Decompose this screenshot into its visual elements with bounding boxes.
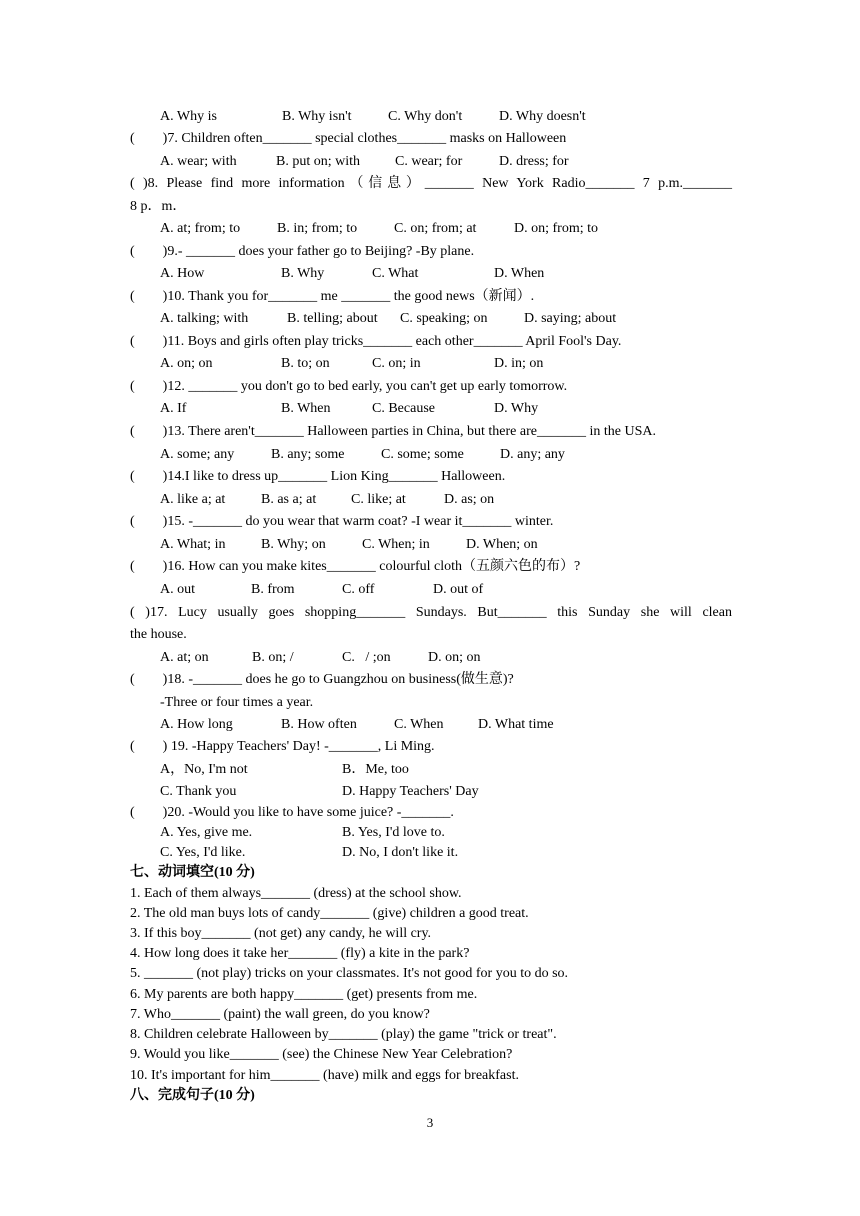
text-line: 7. Who_______ (paint) the wall green, do you know?	[130, 1007, 430, 1022]
text-line: ( )13. There aren't_______ Halloween parties in China, but there are_______ in the USA.	[130, 424, 656, 439]
text-line: A. What; in	[160, 537, 226, 552]
text-line: B. When	[281, 401, 331, 416]
text-line: B. as a; at	[261, 492, 317, 507]
text-line: A. How	[160, 266, 205, 281]
text-line: ( )15. -_______ do you wear that warm coat? -I wear it_______ winter.	[130, 514, 554, 529]
text-line: C. like; at	[351, 492, 406, 507]
text-line: ( )18. -_______ does he go to Guangzhou on business(做生意)?	[130, 672, 514, 687]
text-line: D. Happy Teachers' Day	[342, 784, 479, 799]
text-line: C. some; some	[381, 447, 464, 462]
text-line: 10. It's important for him_______ (have) milk and eggs for breakfast.	[130, 1068, 519, 1083]
text-line: B. any; some	[271, 447, 345, 462]
text-line: D. on; on	[428, 650, 481, 665]
text-line: D. on; from; to	[514, 221, 598, 236]
text-line: A. some; any	[160, 447, 235, 462]
text-line: C. Yes, I'd like.	[160, 845, 246, 860]
text-line: ( )9.- _______ does your father go to Beijing? -By plane.	[130, 244, 475, 259]
text-line: ( )7. Children often_______ special clothes_______ masks on Halloween	[130, 131, 567, 146]
text-line: 8 p．m．	[130, 199, 187, 214]
text-line: D. dress; for	[499, 154, 569, 169]
text-line: D. as; on	[444, 492, 495, 507]
text-line: ( )12. _______ you don't go to bed early, you can't get up early tomorrow.	[130, 379, 568, 394]
text-line: C. / ;on	[342, 650, 391, 665]
text-line: A. like a; at	[160, 492, 226, 507]
text-line: C. on; in	[372, 356, 421, 371]
text-line: ( ) 19. -Happy Teachers' Day! -_______, Li Ming.	[130, 739, 435, 754]
text-line: B. to; on	[281, 356, 330, 371]
text-line: D. saying; about	[524, 311, 617, 326]
text-line: C. Why don't	[388, 109, 463, 124]
text-line: D. Why	[494, 401, 539, 416]
text-line: ( )14.I like to dress up_______ Lion King_______ Halloween.	[130, 469, 506, 484]
text-line: A. Yes, give me.	[160, 825, 253, 840]
text-line: B. Why isn't	[282, 109, 352, 124]
text-line: C. What	[372, 266, 419, 281]
text-line: A. talking; with	[160, 311, 249, 326]
text-line: D. When; on	[466, 537, 538, 552]
text-line: C. When; in	[362, 537, 430, 552]
text-line: B. in; from; to	[277, 221, 358, 236]
text-line: 8. Children celebrate Halloween by_______ (play) the game "trick or treat".	[130, 1027, 557, 1042]
text-line: A. wear; with	[160, 154, 237, 169]
text-line: D. in; on	[494, 356, 544, 371]
text-line: ( )17. Lucy usually goes shopping_______ Sundays. But_______ this Sunday she will clean	[130, 605, 732, 620]
text-line: 5. _______ (not play) tricks on your classmates. It's not good for you to do so.	[130, 966, 569, 981]
text-line: D. When	[494, 266, 545, 281]
section-heading: 八、完成句子(10 分)	[130, 1088, 255, 1103]
text-line: B. Yes, I'd love to.	[342, 825, 445, 840]
text-line: ( )10. Thank you for_______ me _______ the good news（新闻）.	[130, 289, 535, 304]
text-line: 6. My parents are both happy_______ (get) presents from me.	[130, 987, 478, 1002]
text-line: A. at; on	[160, 650, 209, 665]
text-line: -Three or four times a year.	[160, 695, 314, 710]
text-line: ( )8. Please find more information（信息）_______ New York Radio_______ 7 p.m._______	[130, 176, 732, 191]
text-line: ( )11. Boys and girls often play tricks_______ each other_______ April Fool's Day.	[130, 334, 622, 349]
text-line: the house.	[130, 627, 187, 642]
text-line: B. telling; about	[287, 311, 378, 326]
text-line: A. on; on	[160, 356, 213, 371]
text-line: B. How often	[281, 717, 357, 732]
text-line: D. out of	[433, 582, 484, 597]
text-line: A. How long	[160, 717, 233, 732]
text-line: B. Why; on	[261, 537, 326, 552]
text-line: C. When	[394, 717, 444, 732]
text-line: B. from	[251, 582, 295, 597]
text-line: B. Why	[281, 266, 325, 281]
text-line: B. on; /	[252, 650, 294, 665]
section-heading: 七、动词填空(10 分)	[130, 865, 255, 880]
text-line: C. speaking; on	[400, 311, 488, 326]
text-line: A，No, I'm not	[160, 762, 248, 777]
text-line: B．Me, too	[342, 762, 409, 777]
text-line: 1. Each of them always_______ (dress) at the school show.	[130, 886, 462, 901]
page-number: 3	[426, 1115, 434, 1130]
text-line: A. out	[160, 582, 195, 597]
text-line: C. on; from; at	[394, 221, 477, 236]
text-line: C. Thank you	[160, 784, 237, 799]
text-line: 2. The old man buys lots of candy_______ (give) children a good treat.	[130, 906, 529, 921]
text-line: C. wear; for	[395, 154, 463, 169]
text-line: 4. How long does it take her_______ (fly) a kite in the park?	[130, 946, 470, 961]
text-line: A. at; from; to	[160, 221, 241, 236]
text-line: B. put on; with	[276, 154, 361, 169]
text-line: 3. If this boy_______ (not get) any candy, he will cry.	[130, 926, 432, 941]
text-line: D. Why doesn't	[499, 109, 586, 124]
text-line: D. any; any	[500, 447, 565, 462]
text-line: C. Because	[372, 401, 435, 416]
text-line: A. Why is	[160, 109, 217, 124]
text-line: ( )16. How can you make kites_______ colourful cloth（五颜六色的布）?	[130, 559, 581, 574]
text-line: C. off	[342, 582, 375, 597]
text-line: ( )20. -Would you like to have some juice? -_______.	[130, 805, 454, 820]
text-line: D. What time	[478, 717, 554, 732]
text-line: 9. Would you like_______ (see) the Chinese New Year Celebration?	[130, 1047, 513, 1062]
text-line: D. No, I don't like it.	[342, 845, 459, 860]
text-line: A. If	[160, 401, 187, 416]
